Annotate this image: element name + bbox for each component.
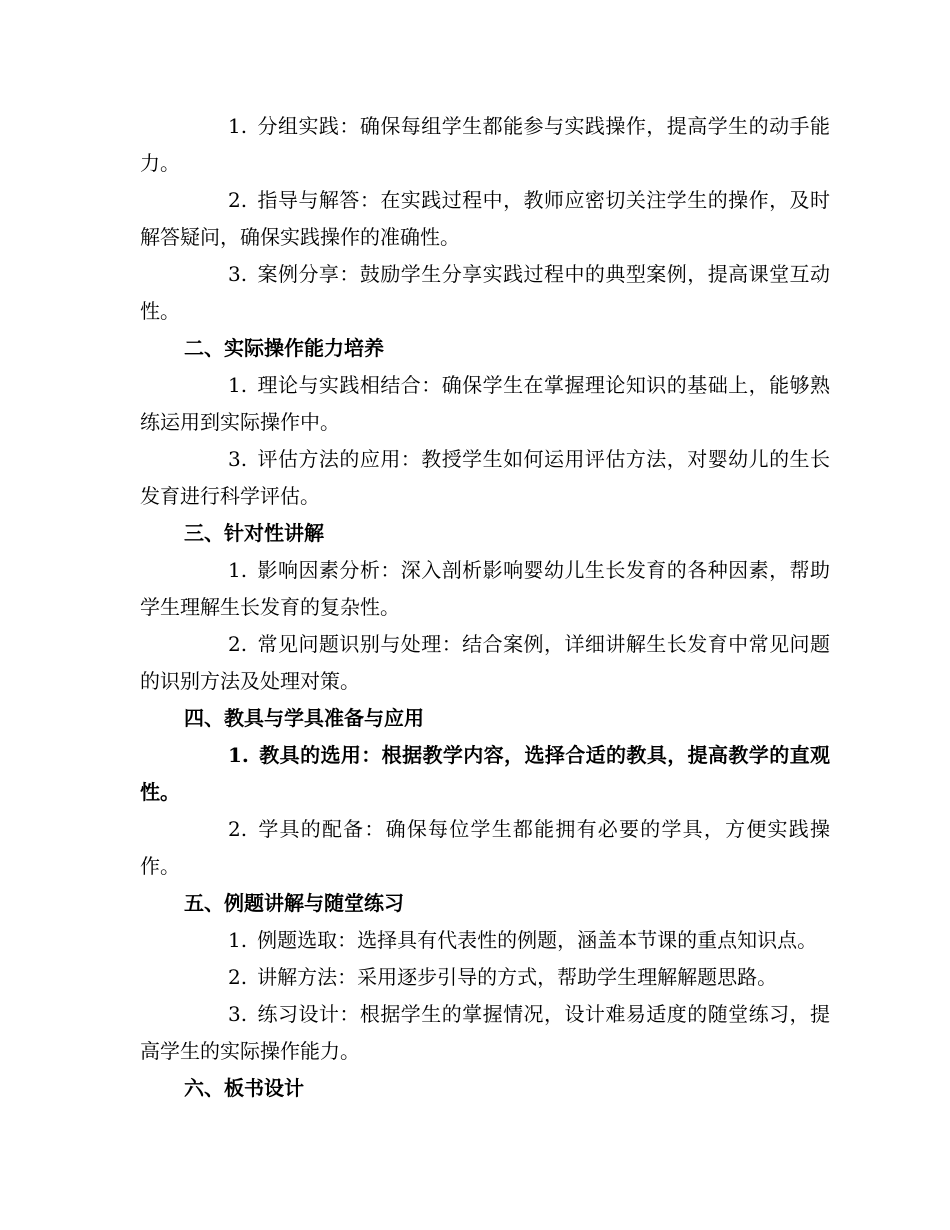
item-text: 常见问题识别与处理：结合案例，详细讲解生长发育中常见问题的识别方法及处理对策。 — [140, 632, 830, 693]
item-number: 2. — [228, 965, 248, 989]
item-number: 1. — [228, 743, 249, 767]
item-text: 分组实践：确保每组学生都能参与实践操作，提高学生的动手能力。 — [140, 114, 830, 175]
list-item — [140, 626, 830, 700]
item-number: 1. — [228, 114, 248, 138]
section-heading: 三、针对性讲解 — [184, 521, 324, 545]
section-heading: 二、实际操作能力培养 — [184, 336, 384, 360]
item-number: 2. — [228, 188, 248, 212]
item-text: 学具的配备：确保每位学生都能拥有必要的学具，方便实践操作。 — [140, 817, 830, 878]
section-heading: 六、板书设计 — [184, 1076, 304, 1100]
item-text: 评估方法的应用：教授学生如何运用评估方法，对婴幼儿的生长发育进行科学评估。 — [140, 447, 830, 508]
item-text: 指导与解答：在实践过程中，教师应密切关注学生的操作，及时解答疑问，确保实践操作的准确性。 — [140, 188, 830, 249]
list-item — [140, 182, 830, 256]
item-text: 案例分享：鼓励学生分享实践过程中的典型案例，提高课堂互动性。 — [140, 262, 830, 323]
list-item — [140, 552, 830, 626]
list-item — [140, 367, 830, 441]
item-text: 理论与实践相结合：确保学生在掌握理论知识的基础上，能够熟练运用到实际操作中。 — [140, 373, 830, 434]
item-text: 练习设计：根据学生的掌握情况，设计难易适度的随堂练习，提高学生的实际操作能力。 — [140, 1002, 830, 1063]
item-number: 1. — [228, 373, 248, 397]
list-item — [140, 996, 830, 1070]
document-page — [140, 108, 830, 1107]
list-item — [140, 108, 830, 182]
item-number: 3. — [228, 1002, 248, 1026]
item-number: 3. — [228, 262, 248, 286]
item-number: 1. — [228, 558, 248, 582]
item-number: 2. — [228, 632, 248, 656]
item-number: 1. — [228, 928, 248, 952]
item-text: 例题选取：选择具有代表性的例题，涵盖本节课的重点知识点。 — [257, 928, 818, 952]
item-text: 影响因素分析：深入剖析影响婴幼儿生长发育的各种因素，帮助学生理解生长发育的复杂性。 — [140, 558, 830, 619]
list-item — [140, 922, 830, 959]
item-number: 2. — [228, 817, 248, 841]
list-item — [140, 737, 830, 811]
list-item — [140, 441, 830, 515]
section-heading: 四、教具与学具准备与应用 — [184, 706, 424, 730]
list-item — [140, 256, 830, 330]
list-item — [140, 811, 830, 885]
item-text: 讲解方法：采用逐步引导的方式，帮助学生理解解题思路。 — [257, 965, 778, 989]
list-item — [140, 959, 830, 996]
item-number: 3. — [228, 447, 248, 471]
section-heading: 五、例题讲解与随堂练习 — [184, 891, 404, 915]
item-text: 教具的选用：根据教学内容，选择合适的教具，提高教学的直观性。 — [140, 743, 830, 804]
